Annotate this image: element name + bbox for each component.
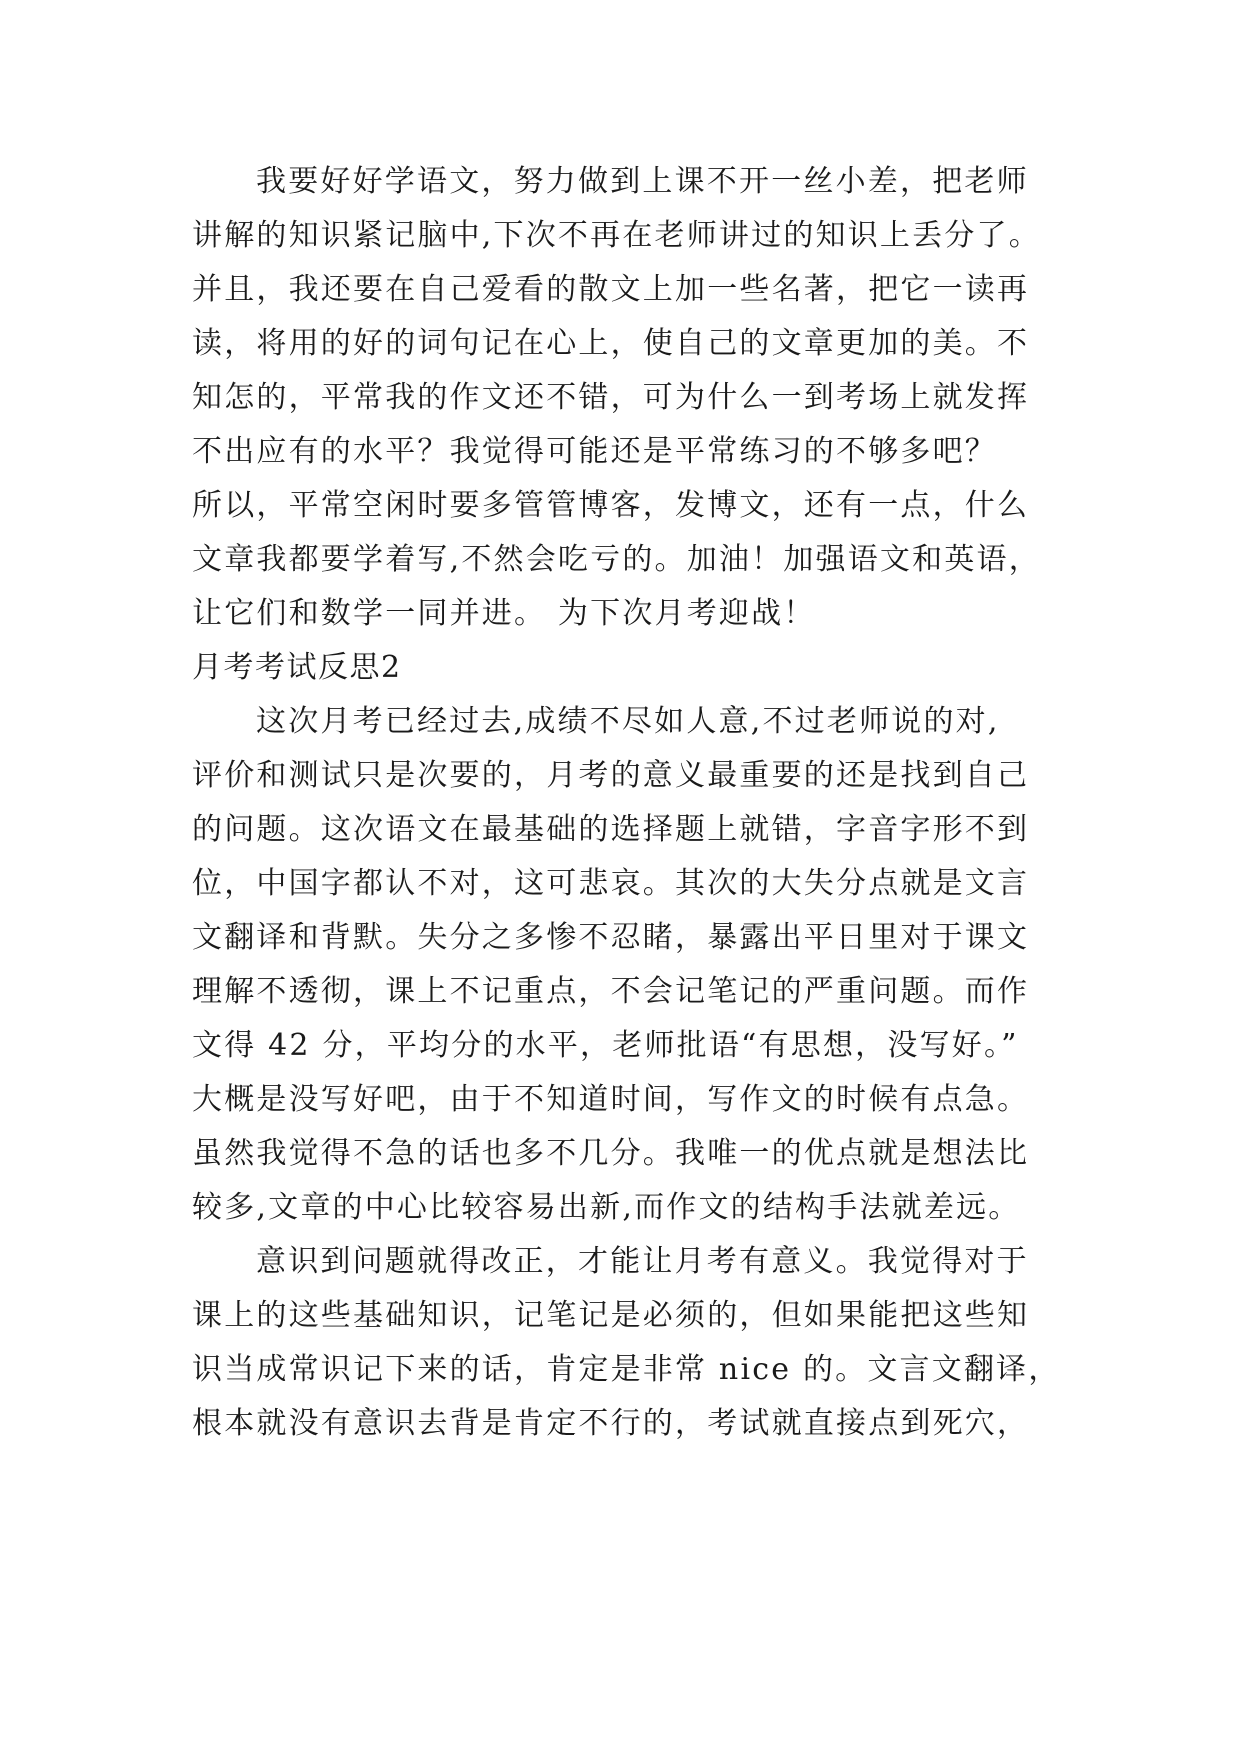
paragraph-2 (192, 695, 1112, 1235)
text-line: 的问题。这次语文在最基础的选择题上就错，字音字形不到 (192, 812, 1030, 847)
text-line: 讲解的知识紧记脑中,下次不再在老师讲过的知识上丢分了。 (192, 218, 1041, 253)
text-line: 不出应有的水平？我觉得可能还是平常练习的不够多吧？ (192, 434, 997, 469)
text-line: 我要好好学语文，努力做到上课不开一丝小差，把老师 (256, 164, 1029, 199)
text-line: 识当成常识记下来的话，肯定是非常 nice 的。文言文翻译， (192, 1352, 1061, 1387)
text-line: 让它们和数学一同并进。 为下次月考迎战！ (192, 596, 816, 631)
text-line: 意识到问题就得改正，才能让月考有意义。我觉得对于 (256, 1244, 1029, 1279)
paragraph-1 (192, 155, 1112, 641)
text-line: 文翻译和背默。失分之多惨不忍睹，暴露出平日里对于课文 (192, 920, 1030, 955)
text-line: 这次月考已经过去,成绩不尽如人意,不过老师说的对, (256, 704, 1000, 739)
document-body (192, 155, 1112, 1451)
text-line: 课上的这些基础知识，记笔记是必须的，但如果能把这些知 (192, 1298, 1030, 1333)
text-line: 大概是没写好吧，由于不知道时间，写作文的时候有点急。 (192, 1082, 1030, 1117)
text-line: 根本就没有意识去背是肯定不行的，考试就直接点到死穴， (192, 1406, 1030, 1441)
text-line: 评价和测试只是次要的，月考的意义最重要的还是找到自己 (192, 758, 1030, 793)
text-line: 较多,文章的中心比较容易出新,而作文的结构手法就差远。 (192, 1190, 1021, 1225)
text-line: 位，中国字都认不对，这可悲哀。其次的大失分点就是文言 (192, 866, 1030, 901)
section-heading: 月考考试反思2 (192, 650, 402, 685)
text-line: 并且，我还要在自己爱看的散文上加一些名著，把它一读再 (192, 272, 1030, 307)
text-line: 文章我都要学着写,不然会吃亏的。加油！加强语文和英语， (192, 542, 1041, 577)
text-line: 虽然我觉得不急的话也多不几分。我唯一的优点就是想法比 (192, 1136, 1030, 1171)
text-line: 读，将用的好的词句记在心上，使自己的文章更加的美。不 (192, 326, 1030, 361)
text-line: 所以，平常空闲时要多管管博客，发博文，还有一点，什么 (192, 488, 1030, 523)
text-line: 理解不透彻，课上不记重点，不会记笔记的严重问题。而作 (192, 974, 1030, 1009)
paragraph-3 (192, 1235, 1112, 1451)
text-line: 文得 42 分，平均分的水平，老师批语“有思想，没写好。” (192, 1028, 1019, 1063)
text-line: 知怎的，平常我的作文还不错，可为什么一到考场上就发挥 (192, 380, 1030, 415)
